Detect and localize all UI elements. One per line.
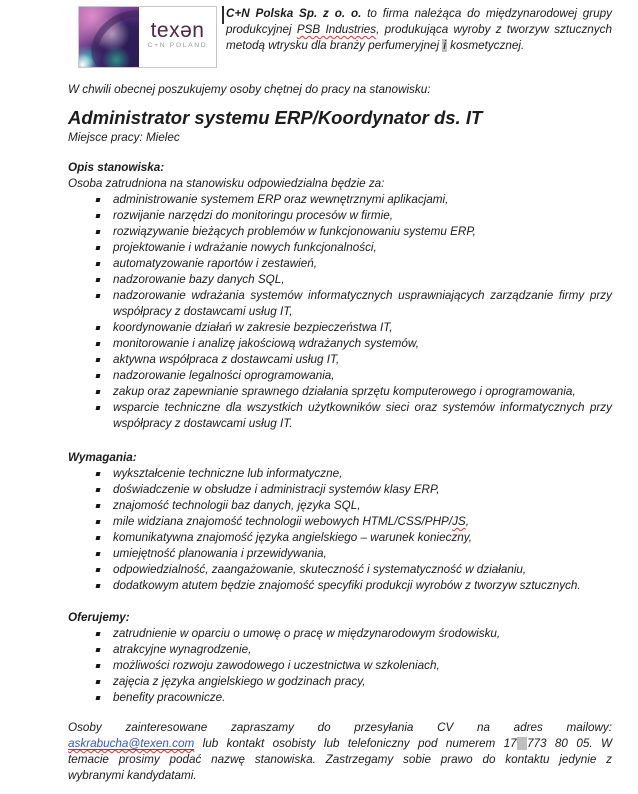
document-header bbox=[78, 6, 612, 68]
spellcheck-email bbox=[68, 737, 194, 750]
square-bullet-icon bbox=[96, 584, 101, 588]
list-item: zatrudnienie w oparciu o umowę o pracę w międzynarodowym środowisku, bbox=[95, 626, 612, 642]
description-lead: Osoba zatrudniona na stanowisku odpowiedzialna będzie za: bbox=[68, 177, 385, 190]
list-item: nadzorowanie legalności oprogramowania, bbox=[95, 368, 612, 384]
list-item: mile widziana znajomość technologii webowych HTML/CSS/PHP/JS, bbox=[95, 514, 612, 530]
list-item: automatyzowanie raportów i zestawień, bbox=[95, 256, 612, 272]
square-bullet-icon bbox=[96, 504, 101, 508]
opening-line: W chwili obecnej poszukujemy osoby chętnej do pracy na stanowisku: bbox=[68, 83, 431, 96]
logo-text-block bbox=[139, 7, 216, 67]
list-item: znajomość technologii baz danych, języka SQL, bbox=[95, 498, 612, 514]
square-bullet-icon bbox=[96, 632, 101, 636]
spellcheck-psb-industries: PSB Industries bbox=[296, 23, 377, 37]
list-item: możliwości rozwoju zawodowego i uczestnictwa w szkoleniach, bbox=[95, 658, 612, 674]
list-item: monitorowanie i analizę jakościową wdrażanych systemów, bbox=[95, 336, 612, 352]
list-item: zakup oraz zapewnianie sprawnego działania sprzętu komputerowego i oprogramowania, bbox=[95, 384, 612, 400]
company-logo bbox=[78, 6, 217, 68]
square-bullet-icon bbox=[96, 214, 101, 218]
description-list bbox=[68, 192, 612, 432]
list-item: projektowanie i wdrażanie nowych funkcjonalności, bbox=[95, 240, 612, 256]
requirements-list bbox=[68, 466, 612, 594]
list-item: umiejętność planowania i przewidywania, bbox=[95, 546, 612, 562]
square-bullet-icon bbox=[96, 278, 101, 282]
square-bullet-icon bbox=[96, 294, 101, 298]
closing-line-3: temacie prosimy podać nazwę stanowiska. Zastrzegamy sobie prawo do kontaktu jedynie z bbox=[68, 753, 612, 766]
list-item: atrakcyjne wynagrodzenie, bbox=[95, 642, 612, 658]
list-item: nadzorowanie bazy danych SQL, bbox=[95, 272, 612, 288]
square-bullet-icon bbox=[96, 358, 101, 362]
highlighted-letter: i bbox=[443, 39, 446, 53]
closing-line-4: wybranymi kandydatami. bbox=[68, 769, 197, 782]
list-item: wykształcenie techniczne lub informatyczne, bbox=[95, 466, 612, 482]
section-heading-offer: Oferujemy: bbox=[68, 611, 130, 624]
company-name-bold: C+N Polska Sp. z o. o. bbox=[226, 7, 362, 20]
company-intro-paragraph bbox=[221, 6, 612, 68]
list-item: dodatkowym atutem będzie znajomość specyfiki produkcji wyrobów z tworzyw sztucznych. bbox=[95, 578, 612, 594]
list-item: benefity pracownicze. bbox=[95, 690, 612, 706]
offer-list bbox=[68, 626, 612, 706]
job-location: Miejsce pracy: Mielec bbox=[68, 131, 180, 144]
logo-subtitle: C+N POLAND bbox=[147, 42, 208, 49]
square-bullet-icon bbox=[96, 664, 101, 668]
closing-line-1: Osoby zainteresowane zapraszamy do przesyłania CV na adres mailowy: bbox=[68, 721, 612, 734]
square-bullet-icon bbox=[96, 198, 101, 202]
intro-text-2: , produkująca wyroby z tworzyw sztucznych metodą wtrysku dla branży perfumeryjnej bbox=[226, 23, 612, 53]
square-bullet-icon bbox=[96, 262, 101, 266]
list-item: zajęcia z języka angielskiego w godzinach pracy, bbox=[95, 674, 612, 690]
spellcheck-js: JS bbox=[452, 515, 466, 528]
list-item: odpowiedzialność, zaangażowanie, skuteczność i systematyczność w działaniu, bbox=[95, 562, 612, 578]
closing-line-2: askrabucha@texen.com lub kontakt osobisty lub telefoniczny pod numerem 17 773 80 05. W bbox=[68, 737, 612, 750]
text-cursor bbox=[222, 6, 224, 24]
list-item: doświadczenie w obsłudze i administracji systemów klasy ERP, bbox=[95, 482, 612, 498]
highlighted-space bbox=[517, 737, 527, 750]
square-bullet-icon bbox=[96, 552, 101, 556]
section-heading-requirements: Wymagania: bbox=[68, 451, 137, 464]
list-item: koordynowanie działań w zakresie bezpieczeństwa IT, bbox=[95, 320, 612, 336]
section-heading-description: Opis stanowiska: bbox=[68, 161, 165, 174]
square-bullet-icon bbox=[96, 326, 101, 330]
square-bullet-icon bbox=[96, 406, 101, 410]
intro-text-3: kosmetycznej. bbox=[446, 39, 525, 53]
list-item: administrowanie systemem ERP oraz wewnętrznymi aplikacjami, bbox=[95, 192, 612, 208]
list-item: rozwijanie narzędzi do monitoringu procesów w firmie, bbox=[95, 208, 612, 224]
square-bullet-icon bbox=[96, 342, 101, 346]
square-bullet-icon bbox=[96, 374, 101, 378]
job-title: Administrator systemu ERP/Koordynator ds. IT bbox=[68, 107, 483, 128]
email-link[interactable]: askrabucha@texen.com bbox=[68, 737, 195, 750]
square-bullet-icon bbox=[96, 390, 101, 394]
list-item: aktywna współpraca z dostawcami usług IT, bbox=[95, 352, 612, 368]
intro-text-1: to firma należąca do międzynarodowej grupy produkcyjnej bbox=[226, 7, 612, 37]
square-bullet-icon bbox=[96, 568, 101, 572]
logo-wordmark: texən bbox=[150, 19, 205, 42]
list-item: wsparcie techniczne dla wszystkich użytkowników sieci oraz systemów informatycznych przy współpracy z dostawcami usług IT. bbox=[95, 400, 612, 432]
square-bullet-icon bbox=[96, 536, 101, 540]
list-item: nadzorowanie wdrażania systemów informatycznych usprawniających zarządzanie firmy przy współpracy z dostawcami usług IT, bbox=[95, 288, 612, 320]
list-item: komunikatywna znajomość języka angielskiego – warunek konieczny, bbox=[95, 530, 612, 546]
square-bullet-icon bbox=[96, 696, 101, 700]
square-bullet-icon bbox=[96, 488, 101, 492]
square-bullet-icon bbox=[96, 680, 101, 684]
square-bullet-icon bbox=[96, 520, 101, 524]
list-item: rozwiązywanie bieżących problemów w funkcjonowaniu systemu ERP, bbox=[95, 224, 612, 240]
logo-swirl-image bbox=[79, 7, 139, 67]
square-bullet-icon bbox=[96, 648, 101, 652]
square-bullet-icon bbox=[96, 230, 101, 234]
square-bullet-icon bbox=[96, 246, 101, 250]
square-bullet-icon bbox=[96, 472, 101, 476]
closing-paragraph bbox=[68, 720, 612, 784]
